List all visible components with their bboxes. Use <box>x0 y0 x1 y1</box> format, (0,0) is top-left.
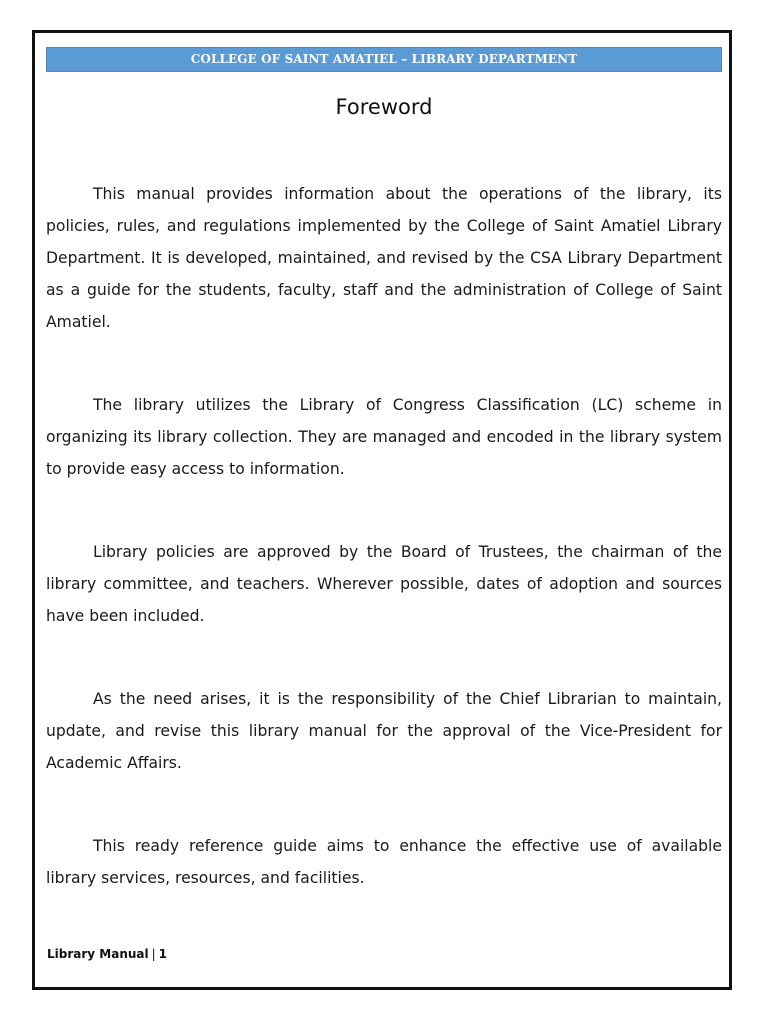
page-title: Foreword <box>335 95 433 119</box>
footer-label: Library Manual <box>47 947 149 961</box>
paragraph-operations: This manual provides information about the operations of the library, its policies, rules, and regulations implemented by the College of Saint Amatiel Library Department. It is developed, maintained, and revised by the CSA Library Department as a guide for the students, faculty, staff and the administration of College of Saint Amatiel. <box>46 185 722 331</box>
paragraph-reference-guide: This ready reference guide aims to enhance the effective use of available library services, resources, and facilities. <box>46 837 722 887</box>
paragraph-policies: Library policies are approved by the Board of Trustees, the chairman of the library committee, and teachers. Wherever possible, dates of adoption and sources have been included. <box>46 543 722 625</box>
paragraph-responsibility: As the need arises, it is the responsibility of the Chief Librarian to maintain, update, and revise this library manual for the approval of the Vice-President for Academic Affairs. <box>46 690 722 772</box>
foreword-body <box>46 178 722 894</box>
header-department-text: COLLEGE OF SAINT AMATIEL – LIBRARY DEPARTMENT <box>190 52 578 66</box>
footer-separator: | <box>151 947 156 961</box>
paragraph-classification: The library utilizes the Library of Congress Classification (LC) scheme in organizing its library collection. They are managed and encoded in the library system to provide easy access to information. <box>46 396 722 478</box>
page-footer <box>47 946 167 962</box>
header-banner <box>46 47 722 72</box>
page-number: 1 <box>158 947 168 961</box>
